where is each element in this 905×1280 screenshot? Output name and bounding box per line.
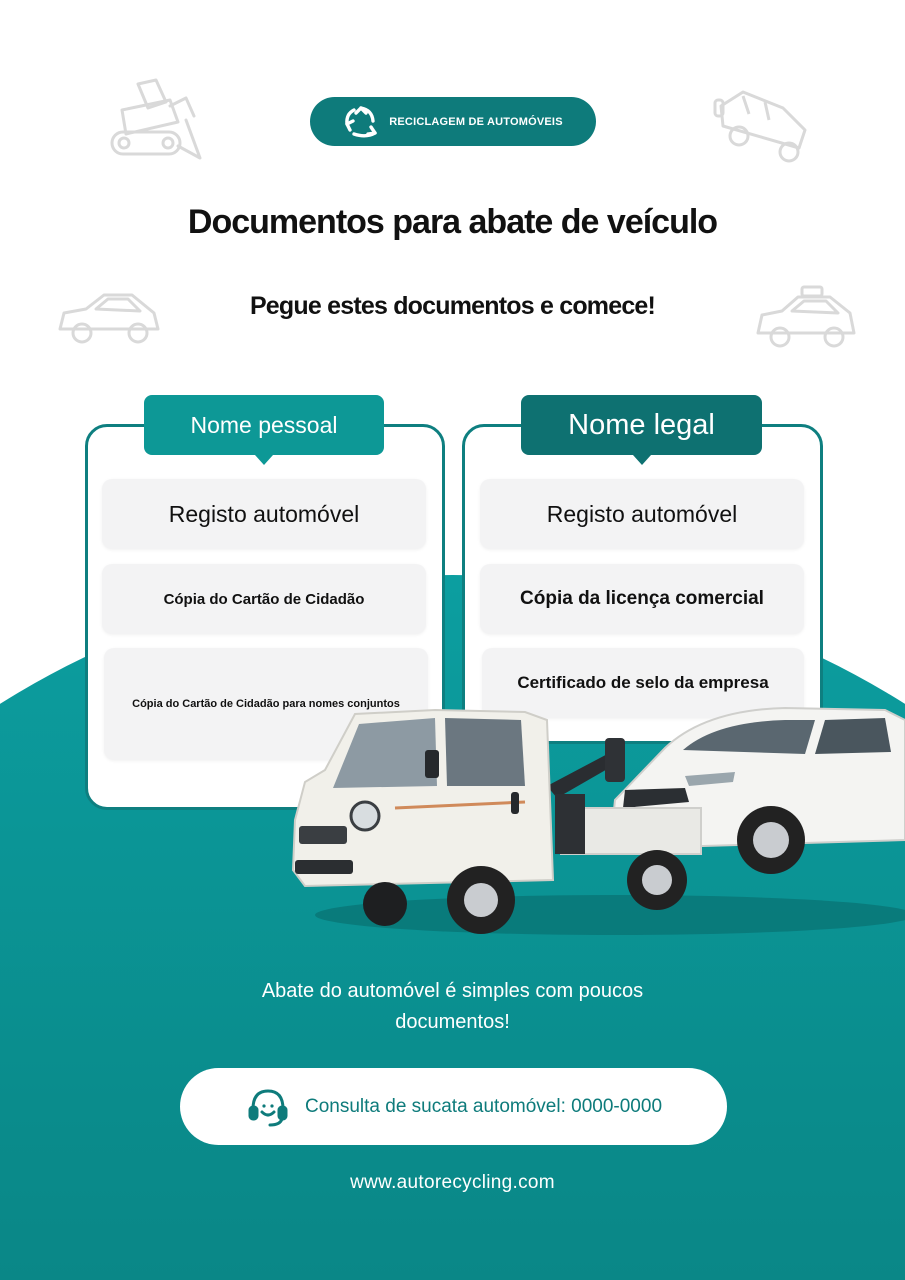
legal-name-tab: Nome legal <box>521 395 762 455</box>
tow-truck-and-car-illustration <box>285 690 905 950</box>
right-document-item: Cópia da licença comercial <box>480 564 804 634</box>
website-link[interactable]: www.autorecycling.com <box>350 1172 555 1193</box>
bulldozer-outline-icon <box>108 76 203 164</box>
left-document-item: Registo automóvel <box>102 479 426 549</box>
headset-icon <box>245 1084 291 1130</box>
jeep-outline-icon <box>713 86 811 166</box>
left-document-item: Cópia do Cartão de Cidadão <box>102 564 426 634</box>
right-document-item: Certificado de selo da empresa <box>482 648 804 718</box>
tagline: Abate do automóvel é simples com poucos documentos! <box>261 980 644 1033</box>
consultation-pill[interactable] <box>180 1068 727 1145</box>
category-badge <box>310 97 596 146</box>
right-document-item: Registo automóvel <box>480 479 804 549</box>
left-document-item: Cópia do Cartão de Cidadão para nomes conjuntos <box>104 648 428 760</box>
page-title: Documentos para abate de veículo <box>187 203 718 241</box>
recycle-icon <box>343 104 379 140</box>
consultation-label: Consulta de sucata automóvel: 0000-0000 <box>304 1095 663 1117</box>
badge-label: RECICLAGEM DE AUTOMÓVEIS <box>389 115 563 128</box>
page-subtitle: Pegue estes documentos e comece! <box>249 292 656 320</box>
personal-name-tab: Nome pessoal <box>144 395 384 455</box>
